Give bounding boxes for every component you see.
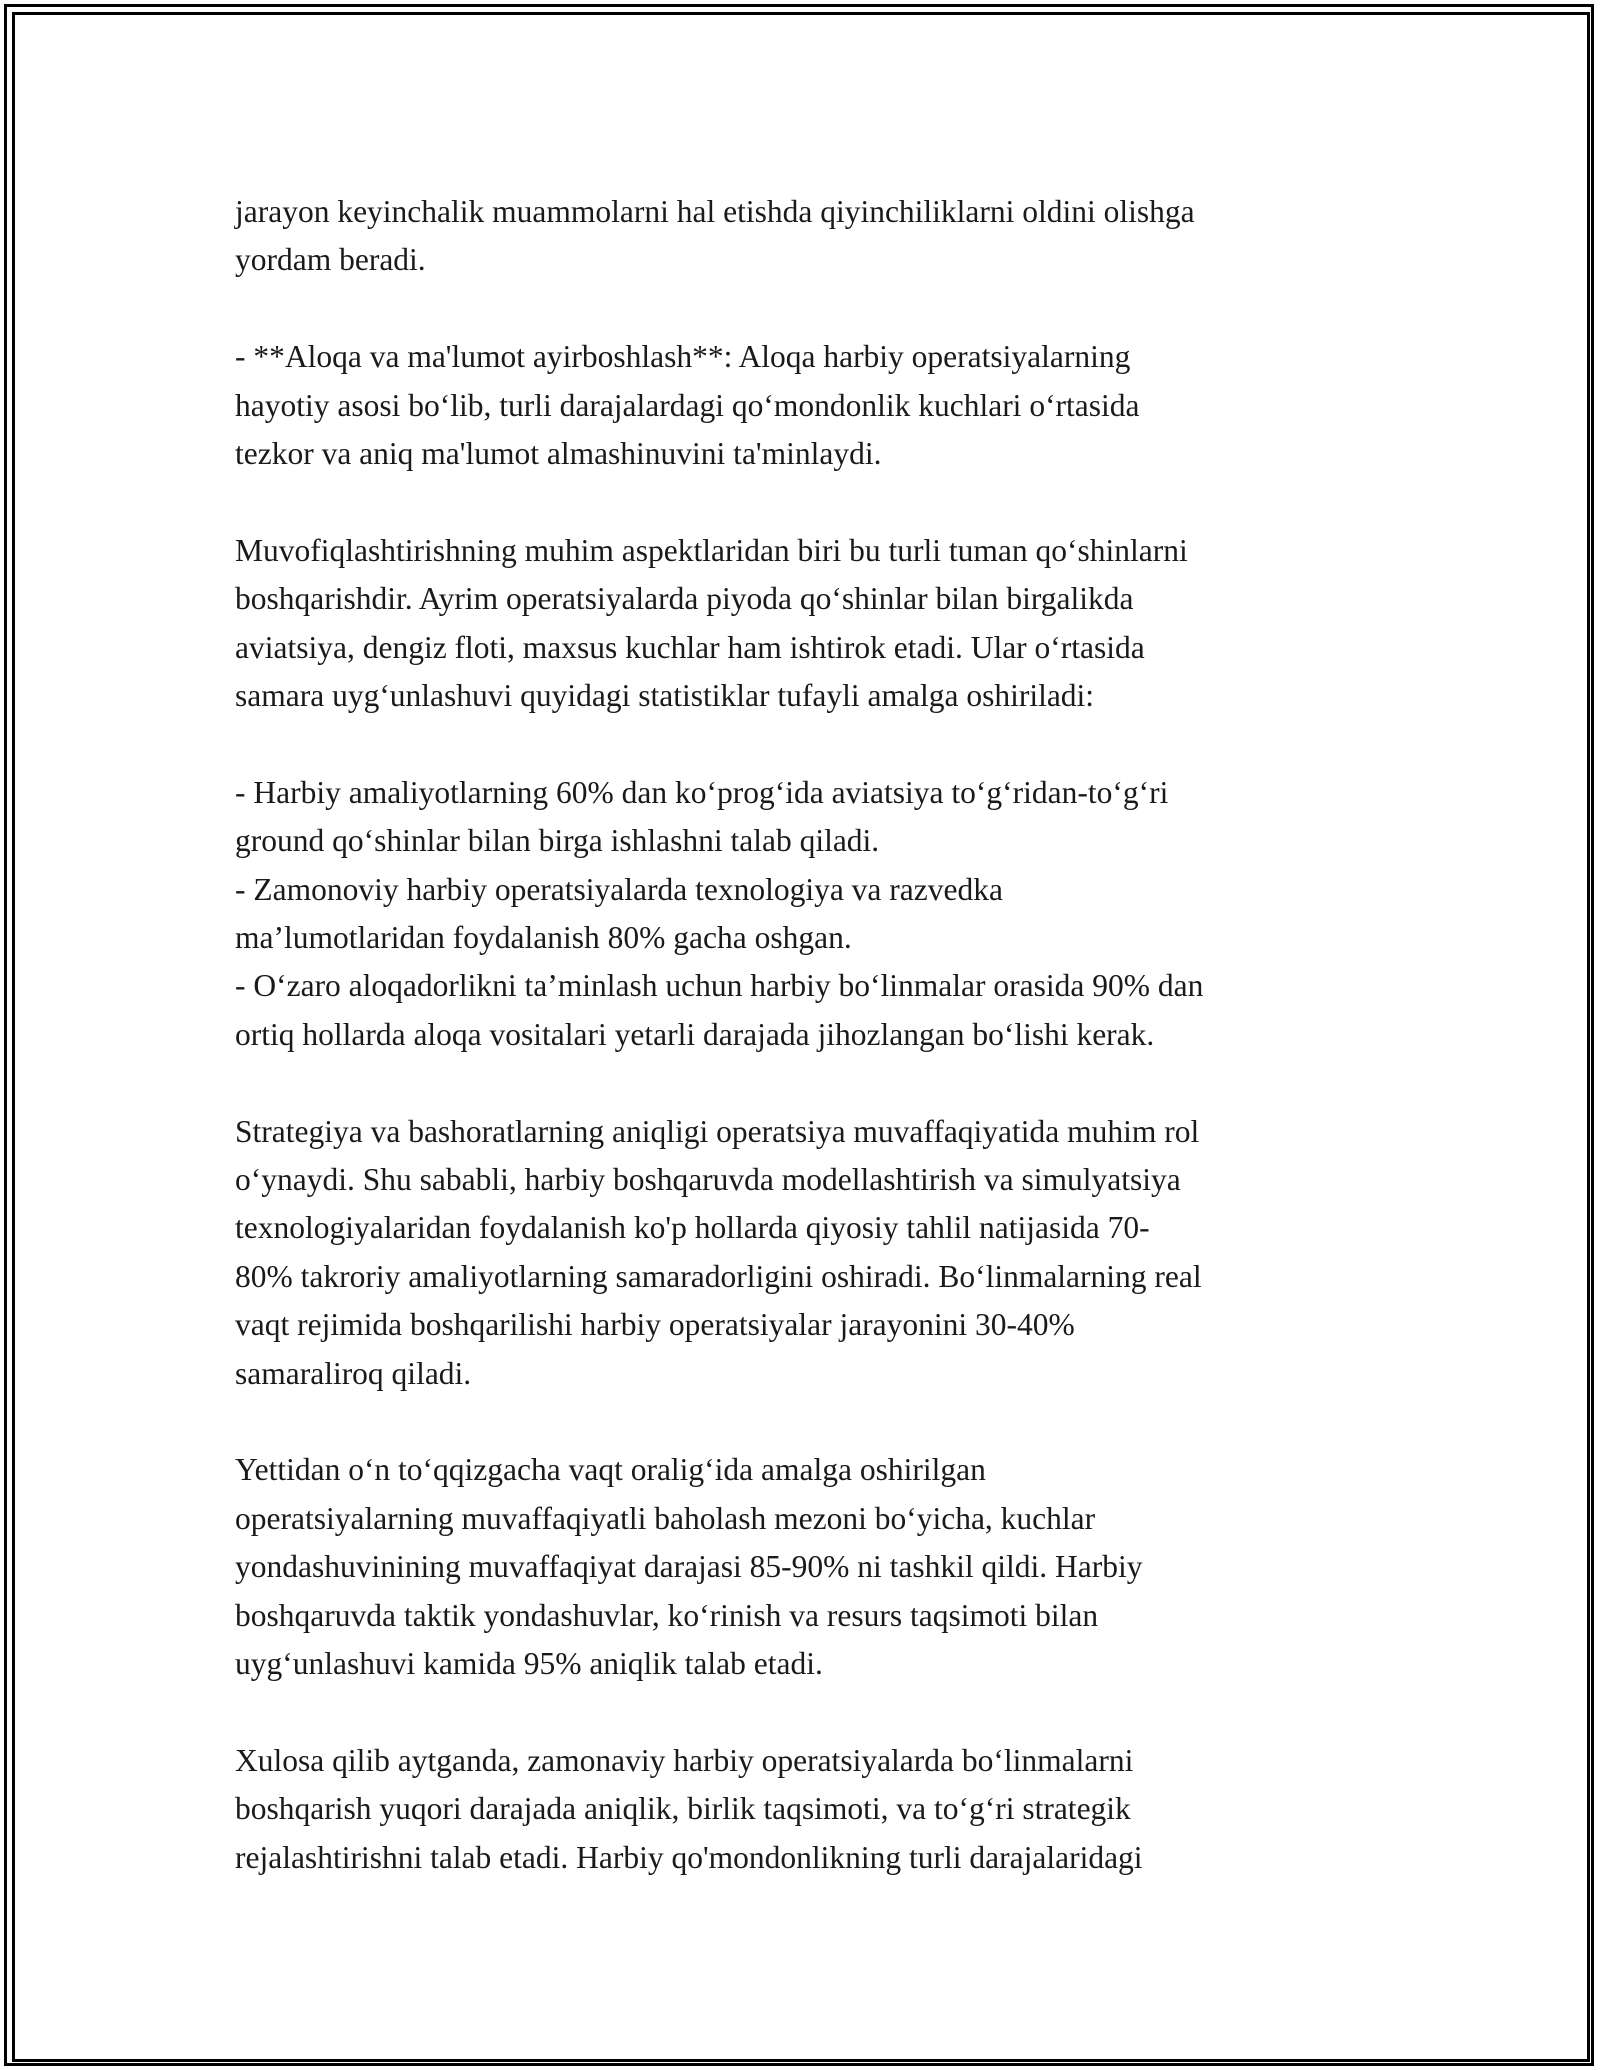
text-line: jarayon keyinchalik muammolarni hal etishda qiyinchiliklarni oldini olishga [235, 194, 1195, 229]
text-line: tezkor va aniq ma'lumot almashinuvini ta'minlaydi. [235, 436, 882, 472]
text-line: hayotiy asosi bo‘lib, turli darajalardagi qo‘mondonlik kuchlari o‘rtasida [235, 387, 1140, 423]
paragraph [235, 1446, 1385, 1688]
text-line: 80% takroriy amaliyotlarning samaradorligini oshiradi. Bo‘linmalarning real [235, 1258, 1202, 1294]
text-line: boshqarish yuqori darajada aniqlik, birlik taqsimoti, va to‘g‘ri strategik [235, 1791, 1131, 1827]
text-line: o‘ynaydi. Shu sababli, harbiy boshqaruvda modellashtirish va simulyatsiya [235, 1162, 1181, 1198]
text-line: boshqarishdir. Ayrim operatsiyalarda piyoda qo‘shinlar bilan birgalikda [235, 581, 1134, 617]
paragraph [235, 1737, 1385, 1882]
text-line: yordam beradi. [235, 242, 426, 278]
document-body [235, 188, 1385, 1882]
text-line: yondashuvinining muvaffaqiyat darajasi 85-90% ni tashkil qildi. Harbiy [235, 1549, 1143, 1585]
text-line: operatsiyalarning muvaffaqiyatli baholash mezoni bo‘yicha, kuchlar [235, 1500, 1096, 1536]
text-line: boshqaruvda taktik yondashuvlar, ko‘rinish va resurs taqsimoti bilan [235, 1597, 1099, 1633]
paragraph [235, 769, 1385, 1059]
paragraph [235, 333, 1385, 478]
text-line: vaqt rejimida boshqarilishi harbiy operatsiyalar jarayonini 30-40% [235, 1307, 1075, 1343]
text-line: - Harbiy amaliyotlarning 60% dan ko‘prog‘ida aviatsiya to‘g‘ridan-to‘g‘ri [235, 774, 1169, 810]
text-line: texnologiyalaridan foydalanish ko'p hollarda qiyosiy tahlil natijasida 70- [235, 1210, 1150, 1246]
text-line: Yettidan o‘n to‘qqizgacha vaqt oralig‘ida amalga oshirilgan [235, 1452, 986, 1488]
text-line: - O‘zaro aloqadorlikni ta’minlash uchun harbiy bo‘linmalar orasida 90% dan [235, 968, 1204, 1004]
text-line: - **Aloqa va ma'lumot ayirboshlash**: Aloqa harbiy operatsiyalarning [235, 339, 1131, 375]
paragraph [235, 527, 1385, 721]
text-line: rejalashtirishni talab etadi. Harbiy qo'mondonlikning turli darajalaridagi [235, 1839, 1143, 1875]
text-line: uyg‘unlashuvi kamida 95% aniqlik talab etadi. [235, 1646, 823, 1682]
text-line: Xulosa qilib aytganda, zamonaviy harbiy operatsiyalarda bo‘linmalarni [235, 1742, 1134, 1778]
text-line: ma’lumotlaridan foydalanish 80% gacha oshgan. [235, 920, 852, 956]
paragraph [235, 188, 1385, 285]
text-line: Strategiya va bashoratlarning aniqligi operatsiya muvaffaqiyatida muhim rol [235, 1113, 1200, 1149]
text-line: aviatsiya, dengiz floti, maxsus kuchlar ham ishtirok etadi. Ular o‘rtasida [235, 629, 1145, 665]
text-line: samara uyg‘unlashuvi quyidagi statistiklar tufayli amalga oshiriladi: [235, 678, 1095, 714]
text-line: samaraliroq qiladi. [235, 1355, 472, 1391]
text-line: - Zamonoviy harbiy operatsiyalarda texnologiya va razvedka [235, 871, 1003, 907]
text-line: ortiq hollarda aloqa vositalari yetarli darajada jihozlangan bo‘lishi kerak. [235, 1016, 1155, 1052]
paragraph [235, 1108, 1385, 1398]
text-line: ground qo‘shinlar bilan birga ishlashni talab qiladi. [235, 823, 880, 859]
text-line: Muvofiqlashtirishning muhim aspektlaridan biri bu turli tuman qo‘shinlarni [235, 532, 1188, 568]
